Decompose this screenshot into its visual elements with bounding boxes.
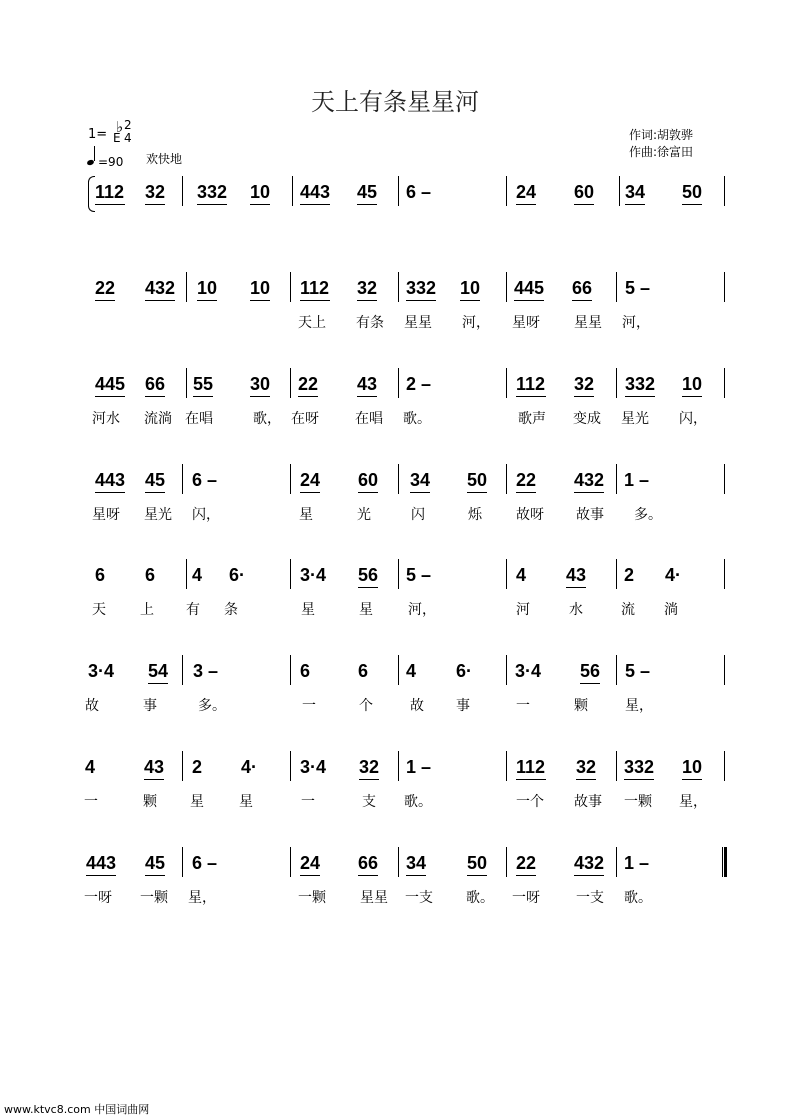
beam-underline	[514, 300, 544, 301]
lyric: 事	[456, 698, 470, 714]
bar-line	[398, 464, 399, 494]
lyric: 故	[410, 698, 424, 714]
bar-line	[616, 368, 617, 398]
lyric: 水	[569, 602, 583, 618]
lyric: 星，	[188, 890, 216, 906]
note-group: 45	[145, 470, 166, 490]
time-top: 2	[124, 118, 132, 132]
footer-watermark: www.ktvc8.com 中国词曲网	[4, 1103, 150, 1116]
note-group: 10	[460, 278, 481, 298]
bar-line	[290, 751, 291, 781]
beam-underline	[357, 300, 377, 301]
bar-line	[506, 464, 507, 494]
note-group: 4	[406, 661, 417, 681]
lyric: 河，	[408, 602, 436, 618]
beam-underline	[516, 875, 536, 876]
bar-line	[398, 559, 399, 589]
lyric: 闪，	[679, 411, 707, 427]
lyric: 流	[621, 602, 635, 618]
lyric: 河水	[92, 411, 120, 427]
lyric: 一	[516, 698, 530, 714]
note-group: 1 –	[406, 757, 432, 777]
beam-underline	[358, 587, 378, 588]
note-group: 112	[516, 757, 546, 777]
note-group: 66	[358, 853, 379, 873]
lyric: 河	[516, 602, 530, 618]
beam-underline	[145, 204, 165, 205]
beam-underline	[145, 492, 165, 493]
note-group: 34	[625, 182, 646, 202]
beam-underline	[516, 396, 546, 397]
note-group: 56	[580, 661, 601, 681]
bar-line	[290, 655, 291, 685]
note-group: 50	[467, 470, 488, 490]
bar-line	[290, 464, 291, 494]
repeat-start-bracket	[88, 176, 95, 212]
note-group: 2	[624, 565, 635, 585]
note-group: 5 –	[625, 278, 651, 298]
beam-underline	[358, 492, 378, 493]
note-group: 3·4	[300, 757, 327, 777]
note-group: 10	[682, 757, 703, 777]
bar-line	[616, 847, 617, 877]
beam-underline	[572, 300, 592, 301]
beam-underline	[467, 492, 487, 493]
bar-line	[619, 176, 620, 206]
beam-underline	[574, 396, 594, 397]
note-group: 24	[300, 853, 321, 873]
note-group: 5 –	[406, 565, 432, 585]
note-group: 332	[624, 757, 655, 777]
beam-underline	[298, 396, 318, 397]
lyric: 河，	[462, 315, 490, 331]
tempo-marking: =90	[98, 155, 124, 169]
bar-line	[506, 751, 507, 781]
lyric: 在唱	[355, 411, 383, 427]
beam-underline	[300, 492, 320, 493]
note-group: 50	[467, 853, 488, 873]
beam-underline	[95, 204, 125, 205]
bar-line	[398, 368, 399, 398]
note-group: 6	[95, 565, 106, 585]
bar-line	[398, 655, 399, 685]
flat-sign: ♭	[116, 118, 124, 136]
lyric: 有	[186, 602, 200, 618]
note-group: 24	[300, 470, 321, 490]
note-group: 6·	[229, 565, 246, 585]
bar-line	[182, 464, 183, 494]
bar-line	[724, 176, 725, 206]
lyric: 歌。	[404, 794, 432, 810]
note-group: 1 –	[624, 470, 650, 490]
beam-underline	[357, 396, 377, 397]
note-group: 6·	[456, 661, 473, 681]
lyric: 星星	[404, 315, 432, 331]
beam-underline	[625, 396, 655, 397]
note-group: 34	[406, 853, 427, 873]
beam-underline	[250, 396, 270, 397]
lyric: 一颗	[298, 890, 326, 906]
lyric: 一支	[576, 890, 604, 906]
lyric: 星光	[144, 507, 172, 523]
lyric: 星星	[360, 890, 388, 906]
final-barline	[724, 847, 727, 877]
bar-line	[398, 847, 399, 877]
beam-underline	[300, 204, 330, 205]
note-group: 10	[197, 278, 218, 298]
bar-line	[398, 272, 399, 302]
beam-underline	[145, 875, 165, 876]
beam-underline	[148, 683, 168, 684]
note-group: 3·4	[300, 565, 327, 585]
beam-underline	[250, 204, 270, 205]
beam-underline	[197, 204, 227, 205]
note-group: 66	[145, 374, 166, 394]
beam-underline	[625, 204, 645, 205]
lyric: 一	[84, 794, 98, 810]
lyric: 星光	[621, 411, 649, 427]
key-prefix: 1=	[88, 127, 108, 142]
note-group: 443	[86, 853, 117, 873]
beam-underline	[624, 779, 654, 780]
lyric: 星，	[679, 794, 707, 810]
lyric: 光	[357, 507, 371, 523]
lyric: 一支	[405, 890, 433, 906]
bar-line	[616, 464, 617, 494]
note-group: 332	[406, 278, 437, 298]
beam-underline	[197, 300, 217, 301]
lyric: 故呀	[516, 507, 544, 523]
beam-underline	[682, 396, 702, 397]
bar-line	[506, 272, 507, 302]
bar-line	[506, 847, 507, 877]
lyric: 星	[301, 602, 315, 618]
note-group: 60	[574, 182, 595, 202]
bar-line	[724, 272, 725, 302]
expression-marking: 欢快地	[146, 152, 183, 166]
note-group: 4·	[665, 565, 682, 585]
lyric: 星呀	[512, 315, 540, 331]
beam-underline	[574, 204, 594, 205]
note-group: 332	[197, 182, 228, 202]
note-group: 45	[357, 182, 378, 202]
lyric: 闪，	[192, 507, 220, 523]
beam-underline	[95, 396, 125, 397]
note-group: 6	[300, 661, 311, 681]
lyric: 歌。	[624, 890, 652, 906]
bar-line	[506, 559, 507, 589]
lyric: 流淌	[144, 411, 172, 427]
bar-line	[506, 176, 507, 206]
lyric: 天	[92, 602, 106, 618]
note-group: 1 –	[624, 853, 650, 873]
note-group: 6	[358, 661, 369, 681]
beam-underline	[574, 492, 604, 493]
bar-line	[398, 751, 399, 781]
beam-underline	[682, 204, 702, 205]
lyric: 天上	[298, 315, 326, 331]
note-group: 6 –	[406, 182, 432, 202]
lyric: 星星	[574, 315, 602, 331]
beam-underline	[357, 204, 377, 205]
lyric: 星	[239, 794, 253, 810]
note-group: 22	[516, 470, 537, 490]
beam-underline	[406, 300, 436, 301]
note-group: 10	[250, 278, 271, 298]
lyric: 一颗	[140, 890, 168, 906]
key-note: E	[113, 131, 121, 145]
note-group: 45	[145, 853, 166, 873]
note-group: 43	[144, 757, 165, 777]
lyric: 河，	[622, 315, 650, 331]
lyric: 闪	[411, 507, 425, 523]
note-group: 432	[574, 470, 605, 490]
bar-line	[186, 368, 187, 398]
bar-line	[292, 176, 293, 206]
note-group: 60	[358, 470, 379, 490]
note-group: 432	[574, 853, 605, 873]
lyric: 歌声	[518, 411, 546, 427]
lyric: 星	[299, 507, 313, 523]
lyric: 故事	[574, 794, 602, 810]
lyric: 故事	[576, 507, 604, 523]
beam-underline	[359, 779, 379, 780]
bar-line	[290, 559, 291, 589]
note-group: 3 –	[193, 661, 219, 681]
note-group: 445	[95, 374, 126, 394]
note-group: 32	[576, 757, 597, 777]
lyric: 多。	[634, 507, 662, 523]
note-group: 445	[514, 278, 545, 298]
bar-line	[182, 751, 183, 781]
lyric: 故	[85, 698, 99, 714]
beam-underline	[193, 396, 213, 397]
bar-line	[616, 559, 617, 589]
lyric: 变成	[573, 411, 601, 427]
lyric: 歌。	[403, 411, 431, 427]
bar-line	[290, 368, 291, 398]
lyric: 有条	[356, 315, 384, 331]
lyric: 星	[359, 602, 373, 618]
note-group: 32	[574, 374, 595, 394]
note-group: 43	[566, 565, 587, 585]
lyric: 一	[302, 698, 316, 714]
bar-line	[290, 847, 291, 877]
note-group: 30	[250, 374, 271, 394]
composer: 作曲:徐富田	[629, 145, 694, 159]
lyric: 事	[143, 698, 157, 714]
note-group: 112	[95, 182, 125, 202]
beam-underline	[145, 300, 175, 301]
lyric: 颗	[143, 794, 157, 810]
beam-underline	[516, 204, 536, 205]
note-group: 6 –	[192, 853, 218, 873]
lyric: 一呀	[84, 890, 112, 906]
lyric: 条	[224, 602, 238, 618]
bar-line	[724, 368, 725, 398]
lyric: 歌。	[466, 890, 494, 906]
beam-underline	[580, 683, 600, 684]
lyric: 星	[190, 794, 204, 810]
lyric: 烁	[468, 507, 482, 523]
beam-underline	[574, 875, 604, 876]
bar-line	[398, 176, 399, 206]
bar-line	[186, 272, 187, 302]
lyric: 在呀	[291, 411, 319, 427]
bar-line	[182, 176, 183, 206]
note-group: 22	[95, 278, 116, 298]
note-group: 2 –	[406, 374, 432, 394]
note-group: 443	[300, 182, 331, 202]
bar-line	[506, 655, 507, 685]
note-group: 6 –	[192, 470, 218, 490]
lyric: 在唱	[185, 411, 213, 427]
beam-underline	[467, 875, 487, 876]
note-group: 3·4	[88, 661, 115, 681]
beam-underline	[145, 396, 165, 397]
bar-line	[724, 751, 725, 781]
lyric: 一呀	[512, 890, 540, 906]
lyric: 一颗	[624, 794, 652, 810]
bar-line	[290, 272, 291, 302]
note-group: 43	[357, 374, 378, 394]
note-group: 66	[572, 278, 593, 298]
note-group: 432	[145, 278, 176, 298]
note-group: 54	[148, 661, 169, 681]
beam-underline	[410, 492, 430, 493]
note-group: 22	[298, 374, 319, 394]
beam-underline	[358, 875, 378, 876]
bar-line	[616, 655, 617, 685]
lyric: 星，	[625, 698, 653, 714]
note-group: 2	[192, 757, 203, 777]
lyric: 歌，	[253, 411, 281, 427]
lyric: 星呀	[92, 507, 120, 523]
lyricist: 作词:胡敦骅	[629, 128, 694, 142]
note-group: 112	[300, 278, 330, 298]
note-group: 4	[516, 565, 527, 585]
note-group: 22	[516, 853, 537, 873]
note-group: 10	[682, 374, 703, 394]
lyric: 一	[301, 794, 315, 810]
beam-underline	[682, 779, 702, 780]
beam-underline	[300, 300, 330, 301]
bar-line	[506, 368, 507, 398]
note-group: 5 –	[625, 661, 651, 681]
note-group: 443	[95, 470, 126, 490]
lyric: 淌	[664, 602, 678, 618]
beam-underline	[406, 875, 426, 876]
lyric: 颗	[574, 698, 588, 714]
bar-line	[616, 751, 617, 781]
bar-line	[724, 655, 725, 685]
beam-underline	[144, 779, 164, 780]
note-group: 332	[625, 374, 656, 394]
beam-underline	[460, 300, 480, 301]
note-group: 4·	[241, 757, 258, 777]
song-title: 天上有条星星河	[311, 88, 479, 116]
lyric: 支	[362, 794, 376, 810]
note-group: 6	[145, 565, 156, 585]
note-group: 34	[410, 470, 431, 490]
bar-line	[182, 655, 183, 685]
bar-line	[724, 559, 725, 589]
note-group: 55	[193, 374, 214, 394]
beam-underline	[566, 587, 586, 588]
note-group: 3·4	[515, 661, 542, 681]
note-group: 32	[145, 182, 166, 202]
beam-underline	[95, 300, 115, 301]
lyric: 多。	[198, 698, 226, 714]
beam-underline	[300, 875, 320, 876]
beam-underline	[95, 492, 125, 493]
note-group: 4	[192, 565, 203, 585]
bar-line	[182, 847, 183, 877]
bar-line	[616, 272, 617, 302]
note-group: 56	[358, 565, 379, 585]
note-group: 4	[85, 757, 96, 777]
beam-underline	[250, 300, 270, 301]
bar-line	[722, 847, 723, 877]
beam-underline	[576, 779, 596, 780]
note-group: 32	[357, 278, 378, 298]
beam-underline	[86, 875, 116, 876]
lyric: 个	[359, 698, 373, 714]
note-group: 50	[682, 182, 703, 202]
bar-line	[724, 464, 725, 494]
time-bottom: 4	[124, 131, 132, 145]
beam-underline	[516, 779, 546, 780]
note-group: 24	[516, 182, 537, 202]
beam-underline	[516, 492, 536, 493]
lyric: 上	[140, 602, 154, 618]
note-group: 10	[250, 182, 271, 202]
lyric: 一个	[516, 794, 544, 810]
note-group: 32	[359, 757, 380, 777]
note-group: 112	[516, 374, 546, 394]
bar-line	[186, 559, 187, 589]
